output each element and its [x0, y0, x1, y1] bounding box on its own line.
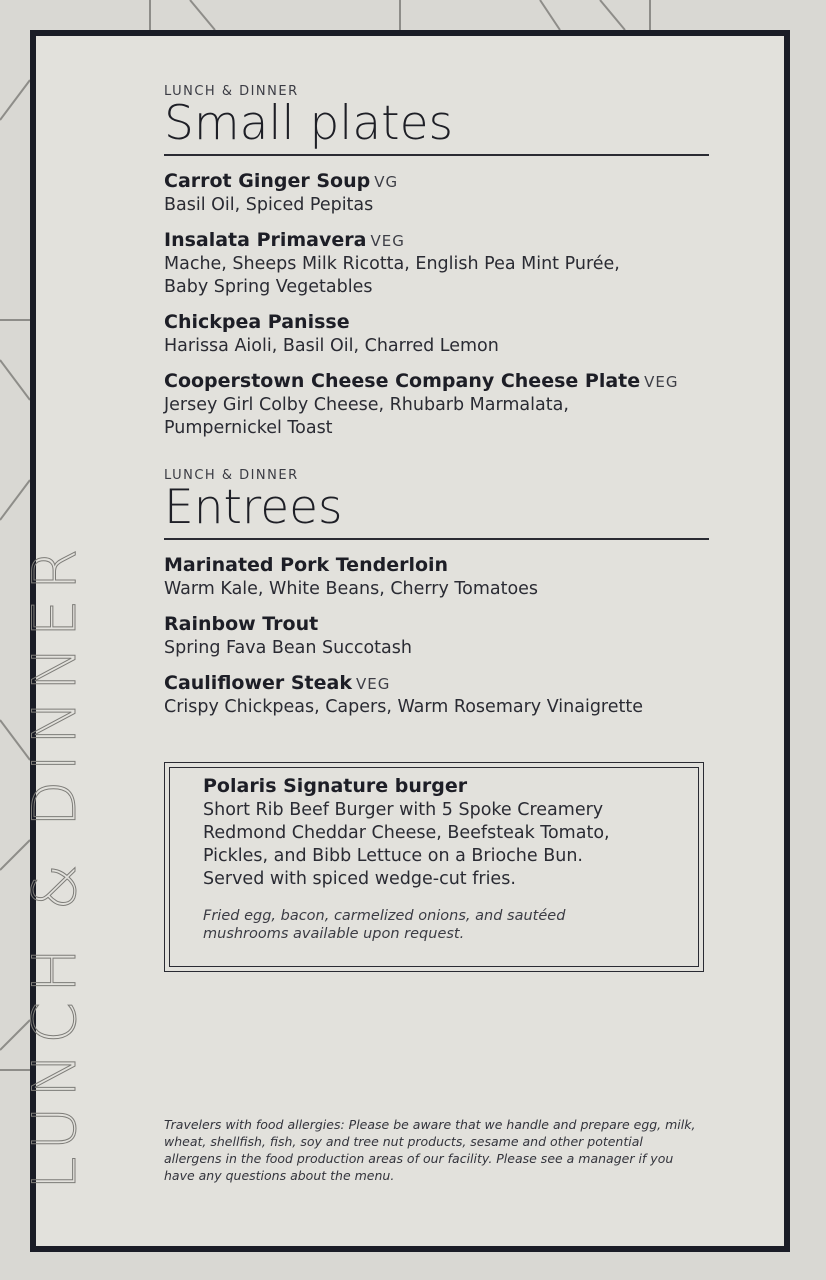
item-description: Mache, Sheeps Milk Ricotta, English Pea Mint Purée, Baby Spring Vegetables: [164, 253, 620, 298]
section-eyebrow: LUNCH & DINNER: [164, 467, 299, 483]
menu-item: [164, 311, 714, 358]
vertical-title: LUNCH & DINNER: [20, 539, 90, 1190]
section-eyebrow: LUNCH & DINNER: [164, 84, 299, 99]
item-name: Carrot Ginger Soup: [164, 170, 371, 193]
featured-item-description: Short Rib Beef Burger with 5 Spoke Creamery Redmond Cheddar Cheese, Beefsteak Tomato, Pickles, and Bibb Lettuce on a Brioche Bun. Served with spiced wedge-cut fries.: [203, 799, 610, 890]
section-divider: [164, 154, 709, 156]
diet-tag: VEG: [370, 232, 405, 251]
featured-item-name: Polaris Signature burger: [203, 775, 468, 797]
menu-content: [164, 52, 714, 731]
item-description: Crispy Chickpeas, Capers, Warm Rosemary Vinaigrette: [164, 696, 644, 717]
featured-item: [203, 775, 673, 943]
featured-item-note: Fried egg, bacon, carmelized onions, and sautéed mushrooms available upon request.: [203, 908, 566, 943]
section-title: Small plates: [164, 96, 453, 151]
menu-item: [164, 370, 714, 440]
item-name: Insalata Primavera: [164, 229, 367, 252]
menu-item: [164, 613, 714, 660]
menu-item: [164, 672, 714, 719]
diet-tag: VG: [374, 173, 399, 192]
item-name: Cauliflower Steak: [164, 671, 352, 694]
section-title: Entrees: [164, 479, 343, 535]
item-description: Jersey Girl Colby Cheese, Rhubarb Marmalata, Pumpernickel Toast: [164, 394, 569, 438]
menu-item: [164, 554, 714, 601]
item-name: Marinated Pork Tenderloin: [164, 554, 449, 577]
menu-item: [164, 229, 714, 299]
allergen-notice: Travelers with food allergies: Please be aware that we handle and prepare egg, milk, wheat, shellfish, fish, soy and tree nut products, sesame and other potential allergens in the food production areas of our facility. Please see a manager if you have any questions about the menu.: [164, 1117, 696, 1183]
item-name: Cooperstown Cheese Company Cheese Plate: [164, 369, 641, 392]
item-description: Basil Oil, Spiced Pepitas: [164, 195, 374, 216]
diet-tag: VEG: [644, 372, 679, 391]
item-description: Warm Kale, White Beans, Cherry Tomatoes: [164, 579, 539, 599]
diet-tag: VEG: [356, 674, 391, 693]
item-description: Harissa Aioli, Basil Oil, Charred Lemon: [164, 335, 499, 356]
menu-item: [164, 170, 714, 217]
featured-item-box: [164, 762, 704, 972]
item-description: Spring Fava Bean Succotash: [164, 637, 412, 658]
section-entrees: [164, 468, 714, 719]
section-small-plates: [164, 84, 714, 440]
item-name: Chickpea Panisse: [164, 311, 350, 334]
section-divider: [164, 538, 709, 540]
item-name: Rainbow Trout: [164, 613, 319, 636]
